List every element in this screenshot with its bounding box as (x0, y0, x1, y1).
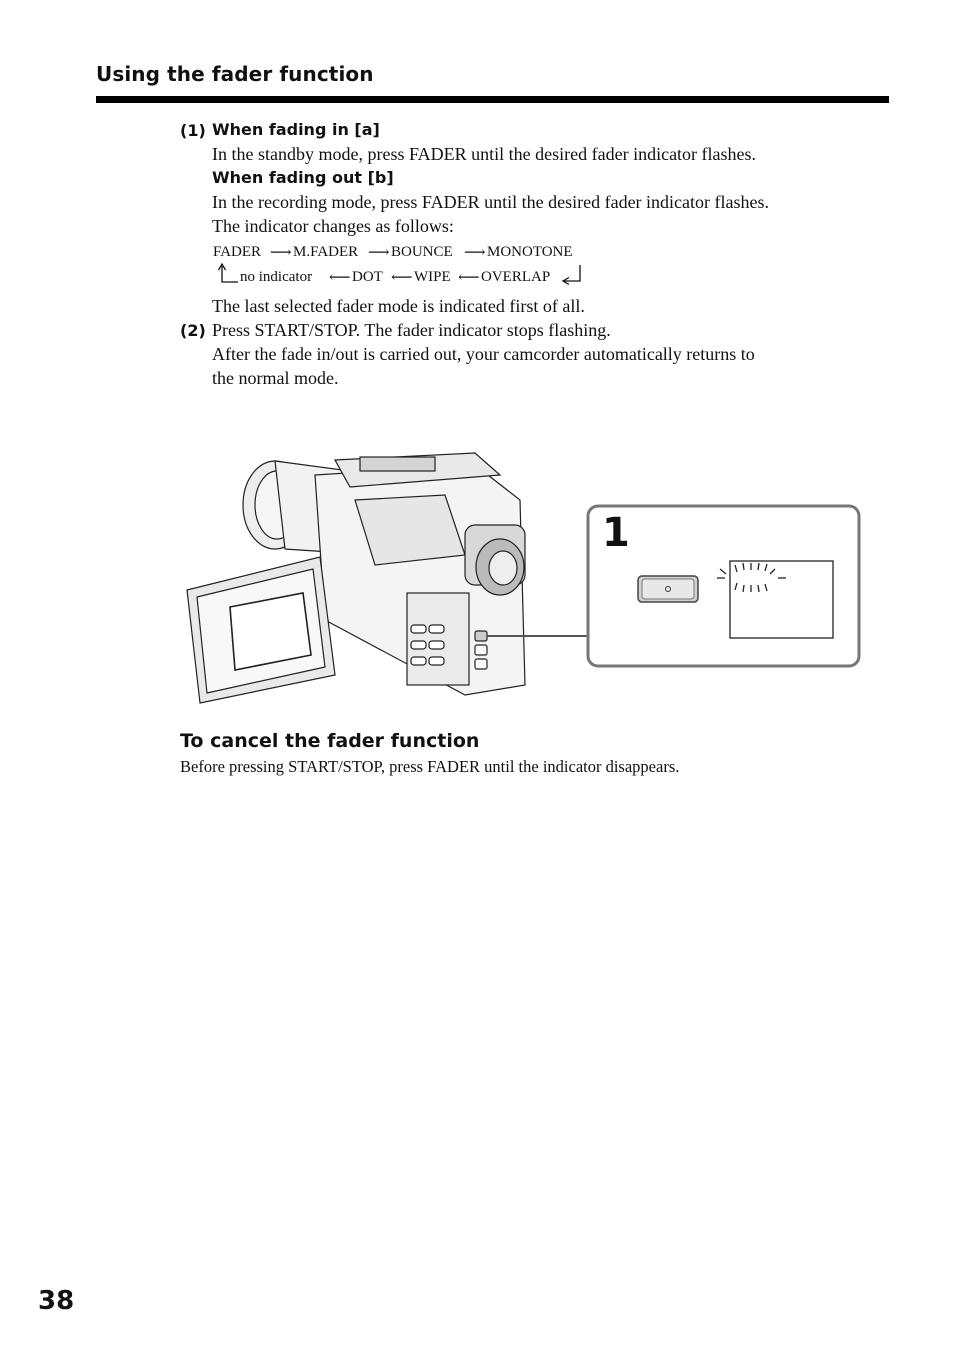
arrow-left-icon: ⟵ (329, 270, 351, 286)
flow-item-wipe: WIPE (414, 269, 451, 285)
fader-button-icon (638, 576, 698, 602)
loop-back-arrow-icon (214, 262, 242, 288)
flow-item-mfader: M.FADER (293, 244, 359, 260)
fade-out-text: In the recording mode, press FADER until the desired fader indicator flashes. (212, 192, 770, 212)
arrow-right-icon: ⟶ (270, 245, 292, 261)
step-number: (2) (180, 321, 206, 340)
heading-rule (96, 96, 889, 103)
flow-item-fader: FADER (213, 244, 262, 260)
page-number: 38 (38, 1286, 75, 1316)
fade-in-heading: When fading in [a] (212, 120, 380, 139)
fade-in-text: In the standby mode, press FADER until the desired fader indicator flashes. (212, 144, 757, 164)
arrow-right-icon: ⟶ (368, 245, 390, 261)
step-2-line-1: Press START/STOP. The fader indicator stops flashing. (212, 320, 611, 340)
step-2-line-3: the normal mode. (212, 368, 339, 388)
last-selected-text: The last selected fader mode is indicated first of all. (212, 296, 585, 316)
section-title: Using the fader function (96, 62, 374, 86)
flow-item-overlap: OVERLAP (481, 269, 551, 285)
callout-label: 1 (602, 510, 630, 556)
step-2-line-2: After the fade in/out is carried out, your camcorder automatically returns to (212, 344, 755, 364)
changes-text: The indicator changes as follows: (212, 216, 454, 236)
fade-out-heading: When fading out [b] (212, 168, 394, 187)
flow-item-dot: DOT (352, 269, 383, 285)
cancel-title: To cancel the fader function (180, 730, 480, 752)
flow-item-bounce: BOUNCE (391, 244, 453, 260)
camcorder-illustration (187, 453, 525, 703)
flow-item-monotone: MONOTONE (487, 244, 573, 260)
arrow-left-icon: ⟵ (391, 270, 413, 286)
flow-item-no-indicator: no indicator (240, 269, 313, 285)
return-arrow-icon (560, 262, 586, 288)
arrow-left-icon: ⟵ (458, 270, 480, 286)
flashing-indicator-icon (717, 561, 833, 638)
step-number: (1) (180, 121, 206, 140)
arrow-right-icon: ⟶ (464, 245, 486, 261)
cancel-text: Before pressing START/STOP, press FADER until the indicator disappears. (180, 757, 680, 776)
camcorder-figure (175, 445, 865, 710)
